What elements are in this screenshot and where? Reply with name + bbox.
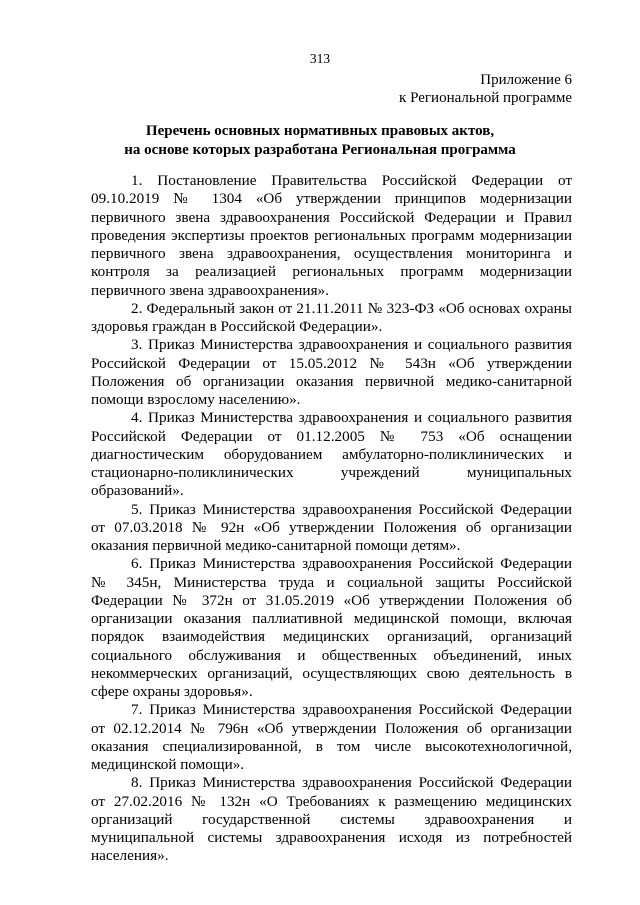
list-item: 7. Приказ Министерства здравоохранения Российской Федерации от 02.12.2014 № 796н «Об утверждении Положения об организации оказания специализированной, в том числе высокотехнологичной, медицинской помощи». [91, 701, 572, 773]
appendix-line-2: к Региональной программе [399, 90, 572, 106]
list-item: 5. Приказ Министерства здравоохранения Российской Федерации от 07.03.2018 № 92н «Об утверждении Положения об организации оказания первичной медико-санитарной помощи детям». [91, 500, 572, 554]
list-item: 8. Приказ Министерства здравоохранения Российской Федерации от 27.02.2016 № 132н «О Требованиях к размещению медицинских организаций государственной системы здравоохранения и муниципальной системы здравоохранения исходя из потребностей населения». [91, 774, 572, 865]
document-title [60, 122, 580, 159]
list-item: 4. Приказ Министерства здравоохранения и социального развития Российской Федерации от 01.12.2005 № 753 «Об оснащении диагностическим оборудованием амбулаторно-поликлинических и стационарно-поликлинических учреждений муниципальных образований». [91, 409, 572, 500]
list-item: 3. Приказ Министерства здравоохранения и социального развития Российской Федерации от 15.05.2012 № 543н «Об утверждении Положения об организации оказания первичной медико-санитарной помощи взрослому населению». [91, 336, 572, 408]
legal-acts-list [91, 172, 572, 866]
document-title-line-1: Перечень основных нормативных правовых актов, [145, 123, 495, 139]
list-item: 1. Постановление Правительства Российской Федерации от 09.10.2019 № 1304 «Об утверждении принципов модернизации первичного звена здравоохранения Российской Федерации и Правил проведения экспертизы проектов региональных программ модернизации первичного звена здравоохранения, осуществления мониторинга и контроля за реализацией региональных программ модернизации первичного звена здравоохранения». [91, 172, 572, 299]
appendix-line-1: Приложение 6 [480, 72, 572, 88]
list-item: 2. Федеральный закон от 21.11.2011 № 323-ФЗ «Об основах охраны здоровья граждан в Российской Федерации». [91, 299, 572, 335]
list-item: 6. Приказ Министерства здравоохранения Российской Федерации № 345н, Министерства труда и социальной защиты Российской Федерации № 372н от 31.05.2019 «Об утверждении Положения об организации оказания паллиативной медицинской помощи, включая порядок взаимодействия медицинских организаций, организаций социального обслуживания и общественных объединений, иных некоммерческих организаций, осуществляющих свою деятельность в сфере охраны здоровья». [91, 555, 572, 700]
page-number: 313 [309, 51, 331, 66]
appendix-header [272, 71, 572, 107]
document-title-line-2: на основе которых разработана Региональная программа [124, 141, 516, 158]
